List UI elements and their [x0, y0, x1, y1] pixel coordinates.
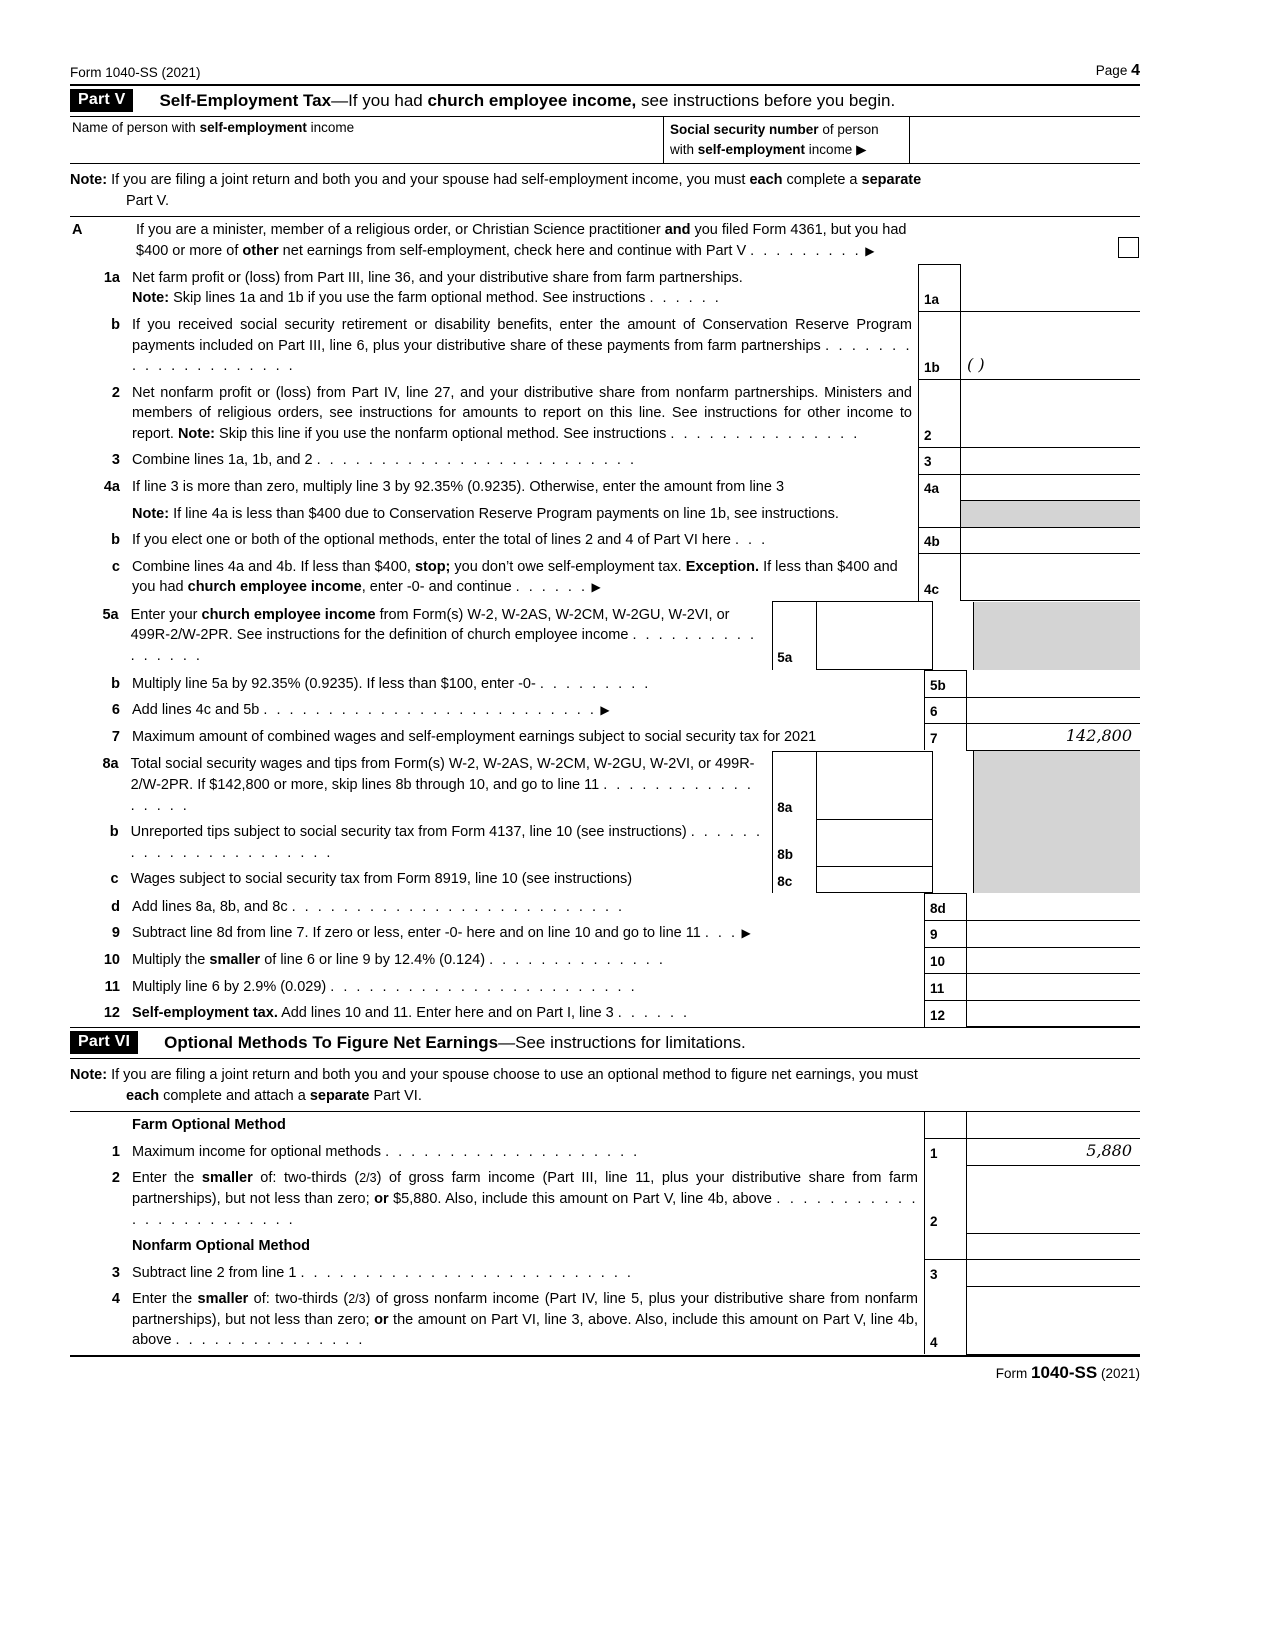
- row-label: 4: [925, 1286, 967, 1354]
- table-row: [70, 501, 1140, 528]
- row-label: 4c: [919, 554, 961, 601]
- table-row: [70, 380, 1140, 448]
- row-text: Add lines 8a, 8b, and 8c . . . . . . . . . . . . . . . . . . . . . . . . . .: [132, 898, 625, 915]
- part-vi-banner: [70, 1027, 1140, 1059]
- nonfarm-heading: Nonfarm Optional Method: [132, 1238, 311, 1255]
- row-number: 2: [111, 384, 120, 401]
- table-row: [70, 1000, 1140, 1027]
- row-sublabel: 8b: [773, 819, 817, 866]
- table-row: [70, 751, 1140, 819]
- row-amount[interactable]: [967, 947, 1141, 974]
- table-row: [70, 819, 1140, 866]
- row-label: 1: [925, 1139, 967, 1166]
- row-amount: [973, 602, 1140, 670]
- row-text: Maximum income for optional methods . . . . . . . . . . . . . . . . . . . .: [132, 1143, 640, 1160]
- row-number: 2: [111, 1170, 120, 1187]
- part-v-lines-5a: [70, 601, 1140, 670]
- name-ssn-row: [70, 117, 1140, 164]
- table-row: [70, 554, 1140, 601]
- row-amount[interactable]: [967, 1000, 1141, 1027]
- row-amount[interactable]: [967, 697, 1141, 724]
- row-number: 11: [104, 978, 120, 995]
- row-text: Total social security wages and tips from Form(s) W-2, W-2AS, W-2CM, W-2GU, W-2VI, or 499R-2/W-2PR. If $142,800 or more, skip lines 8b through 10, and go to line 11 . . . . . . . . . . . . . . . . .: [130, 756, 755, 814]
- table-row: [70, 265, 1140, 312]
- row-number: 5a: [102, 606, 119, 623]
- row-text: If line 3 is more than zero, multiply line 3 by 92.35% (0.9235). Otherwise, enter the amount from line 3: [132, 479, 785, 496]
- row-amount[interactable]: [967, 671, 1141, 698]
- row-amount: [961, 501, 1141, 528]
- row-label: 6: [925, 697, 967, 724]
- row-label: 12: [925, 1000, 967, 1027]
- row-text: Self-employment tax. Add lines 10 and 11. Enter here and on Part I, line 3 . . . . . .: [132, 1005, 690, 1022]
- row-label: [933, 751, 973, 819]
- row-label: 5b: [925, 671, 967, 698]
- row-text: If you elect one or both of the optional methods, enter the total of lines 2 and 4 of Part VI here . . .: [132, 532, 768, 549]
- table-row: [70, 1165, 1140, 1233]
- row-amount[interactable]: [967, 974, 1141, 1001]
- row-amount[interactable]: [967, 1260, 1141, 1287]
- row-amount[interactable]: [961, 380, 1141, 448]
- row-amount[interactable]: 142,800: [967, 724, 1141, 751]
- row-label: 11: [925, 974, 967, 1001]
- row-amount: [973, 866, 1140, 893]
- line-a-number: A: [72, 222, 83, 239]
- row-text: Maximum amount of combined wages and self-employment earnings subject to social security tax for 2021: [132, 728, 817, 745]
- row-number: 6: [111, 702, 120, 719]
- row-label: 3: [919, 447, 961, 474]
- row-label: 2: [925, 1165, 967, 1233]
- part-v-lines: [70, 264, 1140, 601]
- line-a-row: [70, 217, 1140, 264]
- page-header: [70, 62, 1140, 84]
- table-row: [70, 920, 1140, 947]
- part-vi-tag: Part VI: [70, 1031, 138, 1054]
- table-row: [70, 602, 1140, 670]
- row-number: c: [110, 871, 119, 888]
- row-sublabel: 5a: [773, 602, 817, 670]
- row-number: 4: [111, 1291, 120, 1308]
- part-v-banner: [70, 84, 1140, 117]
- row-amount[interactable]: [961, 447, 1141, 474]
- farm-heading: Farm Optional Method: [132, 1117, 286, 1134]
- row-amount: [973, 819, 1140, 866]
- row-number: b: [109, 824, 119, 841]
- table-row: [70, 866, 1140, 893]
- part-v-tag: Part V: [70, 89, 133, 112]
- row-text: If you received social security retirement or disability benefits, enter the amount of Conservation Reserve Program payments included on Part III, line 6, plus your distributive share of these payments from farm partnerships . . . . . . . . . . . . . . . . . . . .: [132, 316, 913, 375]
- row-amount[interactable]: [967, 1286, 1141, 1354]
- row-label: [933, 819, 973, 866]
- part-v-note: Note: If you are filing a joint return and both you and your spouse had self-employment income, you must each complete a separate Part V.: [70, 164, 1140, 217]
- line-a-text: If you are a minister, member of a religious order, or Christian Science practitioner and you filed Form 4361, but you had $400 or more of other net earnings from self-employment, check here and continue with Part V . . . . . . . . . ▶: [136, 222, 907, 259]
- name-field[interactable]: Name of person with self-employment income: [70, 117, 664, 163]
- row-text: Unreported tips subject to social security tax from Form 4137, line 10 (see instructions) . . . . . . . . . . . . . . . . . . . . . .: [130, 824, 763, 861]
- row-amount[interactable]: ( ): [961, 312, 1141, 380]
- part-vi-note: Note: If you are filing a joint return and both you and your spouse choose to use an optional method to figure net earnings, you must each complete and attach a separate Part VI.: [70, 1059, 1140, 1112]
- row-text: Net farm profit or (loss) from Part III, line 36, and your distributive share from farm partnerships. Note: Skip lines 1a and 1b if you use the farm optional method. See instructions . . . . . .: [132, 269, 743, 307]
- row-amount[interactable]: [961, 474, 1141, 501]
- row-text: Multiply line 6 by 2.9% (0.029) . . . . . . . . . . . . . . . . . . . . . . . .: [132, 978, 638, 995]
- row-text: Note: If line 4a is less than $400 due to Conservation Reserve Program payments on line 1b, see instructions.: [132, 505, 839, 522]
- ssn-label-cell: Social security number of person with self-employment income ▶: [664, 117, 910, 163]
- table-row: [70, 947, 1140, 974]
- page-number-label: Page 4: [1095, 62, 1140, 79]
- form-id-label: Form 1040-SS (2021): [70, 65, 201, 80]
- row-amount[interactable]: [961, 527, 1141, 554]
- ssn-input[interactable]: [910, 117, 1140, 163]
- row-label: [933, 866, 973, 893]
- table-row: [70, 724, 1140, 751]
- row-sublabel: 8c: [773, 866, 817, 893]
- row-label: 1a: [919, 265, 961, 312]
- row-label: 1b: [919, 312, 961, 380]
- row-text: Enter your church employee income from Form(s) W-2, W-2AS, W-2CM, W-2GU, W-2VI, or 499R-2/W-2PR. See instructions for the definition of church employee income . . . . . . . . . . . . . . . .: [130, 606, 757, 665]
- row-sublabel: 8a: [773, 751, 817, 819]
- row-subamount[interactable]: [817, 602, 933, 670]
- row-text: Enter the smaller of: two-thirds (2/3) of gross nonfarm income (Part IV, line 5, plus your distributive share from nonfarm partnerships), but not less than zero; or the amount on Part VI, line 3, above. Also, include this amount on Part V, line 4b, above . . . . . . . . . . . . . . .: [132, 1291, 918, 1349]
- line-a-checkbox-cell: [1078, 217, 1140, 264]
- table-row: [70, 671, 1140, 698]
- row-label: [933, 602, 974, 670]
- row-label: 4b: [919, 527, 961, 554]
- row-label: 2: [919, 380, 961, 448]
- row-amount[interactable]: [967, 920, 1141, 947]
- row-number: b: [111, 532, 120, 549]
- row-amount: [973, 751, 1140, 819]
- part-v-title: Self-Employment Tax—If you had church employee income, see instructions before you begin.: [159, 90, 896, 110]
- row-text: Combine lines 1a, 1b, and 2 . . . . . . . . . . . . . . . . . . . . . . . . .: [132, 452, 637, 469]
- row-text: Multiply line 5a by 92.35% (0.9235). If less than $100, enter -0- . . . . . . . . .: [132, 675, 651, 692]
- form-footer: Form 1040-SS (2021): [70, 1355, 1140, 1383]
- part-v-lines-8d-12: [70, 893, 1140, 1027]
- row-text: Combine lines 4a and 4b. If less than $400, stop; you don’t owe self-employment tax. Exception. If less than $400 and you had church employee income, enter -0- and continue . . . . . . ▶: [132, 558, 898, 596]
- row-label: 8d: [925, 894, 967, 921]
- row-text: Subtract line 8d from line 7. If zero or less, enter -0- here and on line 10 and go to line 11 . . . ▶: [132, 925, 751, 942]
- table-row: [70, 1260, 1140, 1287]
- row-number: 1a: [103, 269, 120, 286]
- table-row: [70, 447, 1140, 474]
- row-subamount[interactable]: [817, 866, 933, 893]
- row-text: Multiply the smaller of line 6 or line 9 by 12.4% (0.124) . . . . . . . . . . . . . .: [132, 952, 666, 968]
- row-number: 3: [111, 1264, 120, 1281]
- row-amount[interactable]: 5,880: [967, 1139, 1141, 1166]
- row-label: 7: [925, 724, 967, 751]
- row-amount[interactable]: [967, 1165, 1141, 1233]
- form-page: [70, 62, 1140, 1383]
- row-number: c: [111, 558, 120, 575]
- row-number: 3: [111, 452, 120, 469]
- row-amount[interactable]: [961, 265, 1141, 312]
- table-row: [70, 474, 1140, 501]
- table-row: [70, 894, 1140, 921]
- row-number: b: [111, 675, 120, 692]
- table-row: [70, 974, 1140, 1001]
- line-a-table: [70, 217, 1140, 264]
- part-v-lines-5b-7: [70, 670, 1140, 751]
- row-subamount[interactable]: [817, 819, 933, 866]
- part-v-lines-8: [70, 751, 1140, 893]
- row-amount[interactable]: [967, 894, 1141, 921]
- table-row: [70, 1139, 1140, 1166]
- row-number: b: [111, 316, 120, 333]
- row-amount[interactable]: [961, 554, 1141, 601]
- row-number: 9: [111, 925, 120, 942]
- table-row: [70, 1233, 1140, 1260]
- row-number: 1: [111, 1143, 120, 1160]
- row-label: 4a: [919, 474, 961, 501]
- table-row: [70, 312, 1140, 380]
- row-text: Enter the smaller of: two-thirds (2/3) of gross farm income (Part III, line 11, plus your distributive share from farm partnerships), but not less than zero; or $5,880. Also, include this amount on Part V, line 4b, above . . . . . . . . . . . . . . . . . . . . . . . .: [132, 1170, 919, 1228]
- row-label: 10: [925, 947, 967, 974]
- line-a-checkbox[interactable]: [1118, 237, 1139, 258]
- row-number: 4a: [103, 479, 120, 496]
- part-vi-lines: [70, 1112, 1140, 1354]
- table-row: [70, 527, 1140, 554]
- row-text: Wages subject to social security tax from Form 8919, line 10 (see instructions): [130, 871, 633, 888]
- row-number: 12: [103, 1005, 120, 1022]
- part-vi-title: Optional Methods To Figure Net Earnings—See instructions for limitations.: [164, 1032, 746, 1052]
- row-number: d: [111, 898, 120, 915]
- row-label: 9: [925, 920, 967, 947]
- row-label: 3: [925, 1260, 967, 1287]
- row-number: 8a: [102, 756, 119, 773]
- table-row: [70, 697, 1140, 724]
- row-number: 10: [103, 952, 120, 968]
- row-subamount[interactable]: [817, 751, 933, 819]
- table-row: [70, 1112, 1140, 1139]
- row-number: 7: [111, 728, 120, 745]
- row-text: Subtract line 2 from line 1 . . . . . . . . . . . . . . . . . . . . . . . . . .: [132, 1264, 634, 1281]
- row-label: [919, 501, 961, 528]
- row-number: [70, 501, 132, 528]
- row-text: Net nonfarm profit or (loss) from Part IV, line 27, and your distributive share from nonfarm partnerships. Ministers and members of religious orders, see instructions for amounts to report on this line. See instructions for other income to report. Note: Skip this line if you use the nonfarm optional method. See instructions . . . . . . . . . . . . . . .: [132, 384, 912, 442]
- row-text: Add lines 4c and 5b . . . . . . . . . . . . . . . . . . . . . . . . . . ▶: [132, 702, 610, 719]
- table-row: [70, 1286, 1140, 1354]
